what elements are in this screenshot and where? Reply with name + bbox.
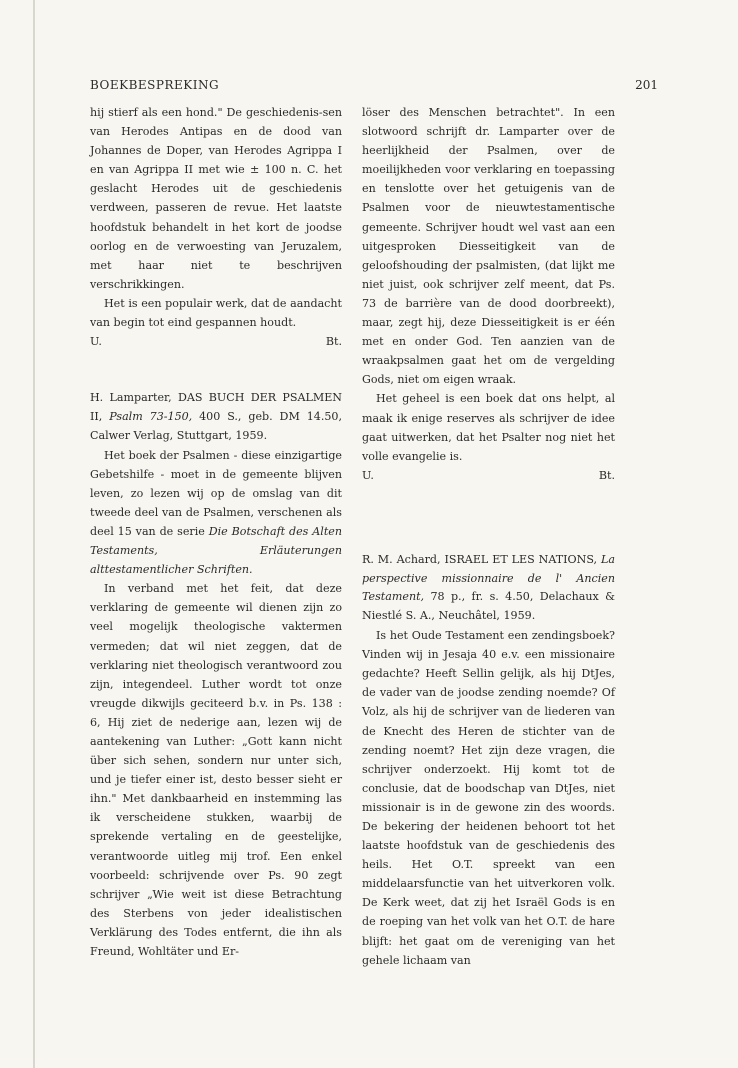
page-number: 201 [635,78,658,92]
signature-initial: U. [362,468,374,482]
citation-author-title: H. Lamparter, DAS BUCH DER PSALMEN II, [90,391,342,424]
citation-publisher: 78 p., fr. s. 4.50, Delachaux & Niestlé S. A., Neuchâtel, 1959. [362,590,615,623]
paragraph: Het is een populair werk, dat de aandacht van begin tot eind gespannen houdt. [90,296,342,330]
signature-initial: U. [90,335,102,349]
signature-reviewer: Bt. [598,468,615,482]
right-column [362,103,615,970]
paragraph [90,446,342,580]
review-signature [90,332,342,351]
paragraph: Het geheel is een boek dat ons helpt, al maak ik enige reserves als schrijver de idee gaat uitwerken, dat het Psalter nog niet het volle evangelie is. [362,392,615,463]
citation-subtitle: Psalm 73-150, [109,410,193,424]
page-header [90,78,658,98]
scan-edge [33,0,35,1068]
paragraph-text: Het boek der Psalmen - diese einzigartige Gebetshilfe - moet in de gemeente blijven leven, zo lezen wij op de omslag van dit tweede deel van de Psalmen, verschenen als deel 15 van de serie [90,448,342,538]
citation-publisher: 400 S., geb. DM 14.50, Calwer Verlag, Stuttgart, 1959. [90,410,342,442]
paragraph: In verband met het feit, dat deze verklaring de gemeente wil dienen zijn zo veel mogelijk theologische vaktermen vermeden; dat wil niet zeggen, dat de verklaring niet theologisch verantwoord zou zijn, integendeel. Luther wordt tot onze vreugde dikwijls geciteerd b.v. in Ps. 138 : 6, Hij ziet de nederige aan, lezen wij de aantekening van Luther: „Gott kann nicht über sich sehen, sondern nur unter sich, und je tiefer einer ist, desto besser sieht er ihn." Met dankbaarheid en instemming las ik verscheidene stukken, waarbij de sprekende vertaling en de geestelijke, verantwoorde uitleg mij trof. Een enkel voorbeeld: schrijvende over Ps. 90 zegt schrijver „Wie weit ist diese Betrachtung des Sterbens von jeder idealistischen Verklärung des Todes entfernt, die ihn als Freund, Wohltäter und Er- [90,582,342,959]
book-citation [362,551,615,626]
signature-reviewer: Bt. [325,335,342,349]
paragraph: löser des Menschen betrachtet". In een slotwoord schrijft dr. Lamparter over de heerlijkheid der Psalmen, over de moeilijkheden voor verklaring en toepassing en tenslotte over het getuigenis van de Psalmen voor de nieuwtestamentische gemeente. Schrijver houdt wel vast aan een uitgesproken Diesseitigkeit van de geloofshouding der psalmisten, (dat lijkt me niet juist, ook schrijver zelf meent, dat Ps. 73 de barrière van de dood doorbreekt), maar, zegt hij, deze Diesseitigkeit is er één met en onder God. Ten aanzien van de wraakpsalmen gaat het om de vergelding Gods, niet om eigen wraak. [362,106,615,387]
citation-subtitle: La perspective missionnaire de l' Ancien Testament, [362,552,615,604]
citation-author-title: R. M. Achard, ISRAEL ET LES NATIONS, [362,552,598,566]
review-signature [362,466,615,485]
paragraph: Is het Oude Testament een zendingsboek? Vinden wij in Jesaja 40 e.v. een missionaire gedachte? Heeft Sellin gelijk, als hij DtJes, de vader van de joodse zending noemde? Of Volz, als hij de schrijver van de liederen van de Knecht des Heren de stichter van de zending noemt? Het zijn deze vragen, die schrijver onderzoekt. Hij komt tot de conclusie, dat de boodschap van DtJes, niet missionair is in de gewone zin des woords. De bekering der heidenen behoort tot het laatste hoofdstuk van de geschiedenis des heils. Het O.T. spreekt van een middelaarsfunctie van het uitverkoren volk. De Kerk weet, dat zij het Israël Gods is en de roeping van het volk van het O.T. de hare blijft: het gaat om de vereniging van het gehele lichaam van [362,629,615,967]
left-column [90,103,342,961]
paragraph: hij stierf als een hond." De geschiedenis-sen van Herodes Antipas en de dood van Johannes de Doper, van Herodes Agrippa I en van Agrippa II met wie ± 100 n. C. het geslacht Herodes uit de geschiedenis verdween, passeren de revue. Het laatste hoofdstuk behandelt in het kort de joodse oorlog en de verwoesting van Jeruzalem, met haar niet te beschrijven verschrikkingen. [90,106,342,291]
book-citation [90,389,342,445]
running-title: BOEKBESPREKING [90,78,220,92]
series-title: Die Botschaft des Alten Testaments, Erläuterungen alttestamentlicher Schriften. [90,524,342,577]
